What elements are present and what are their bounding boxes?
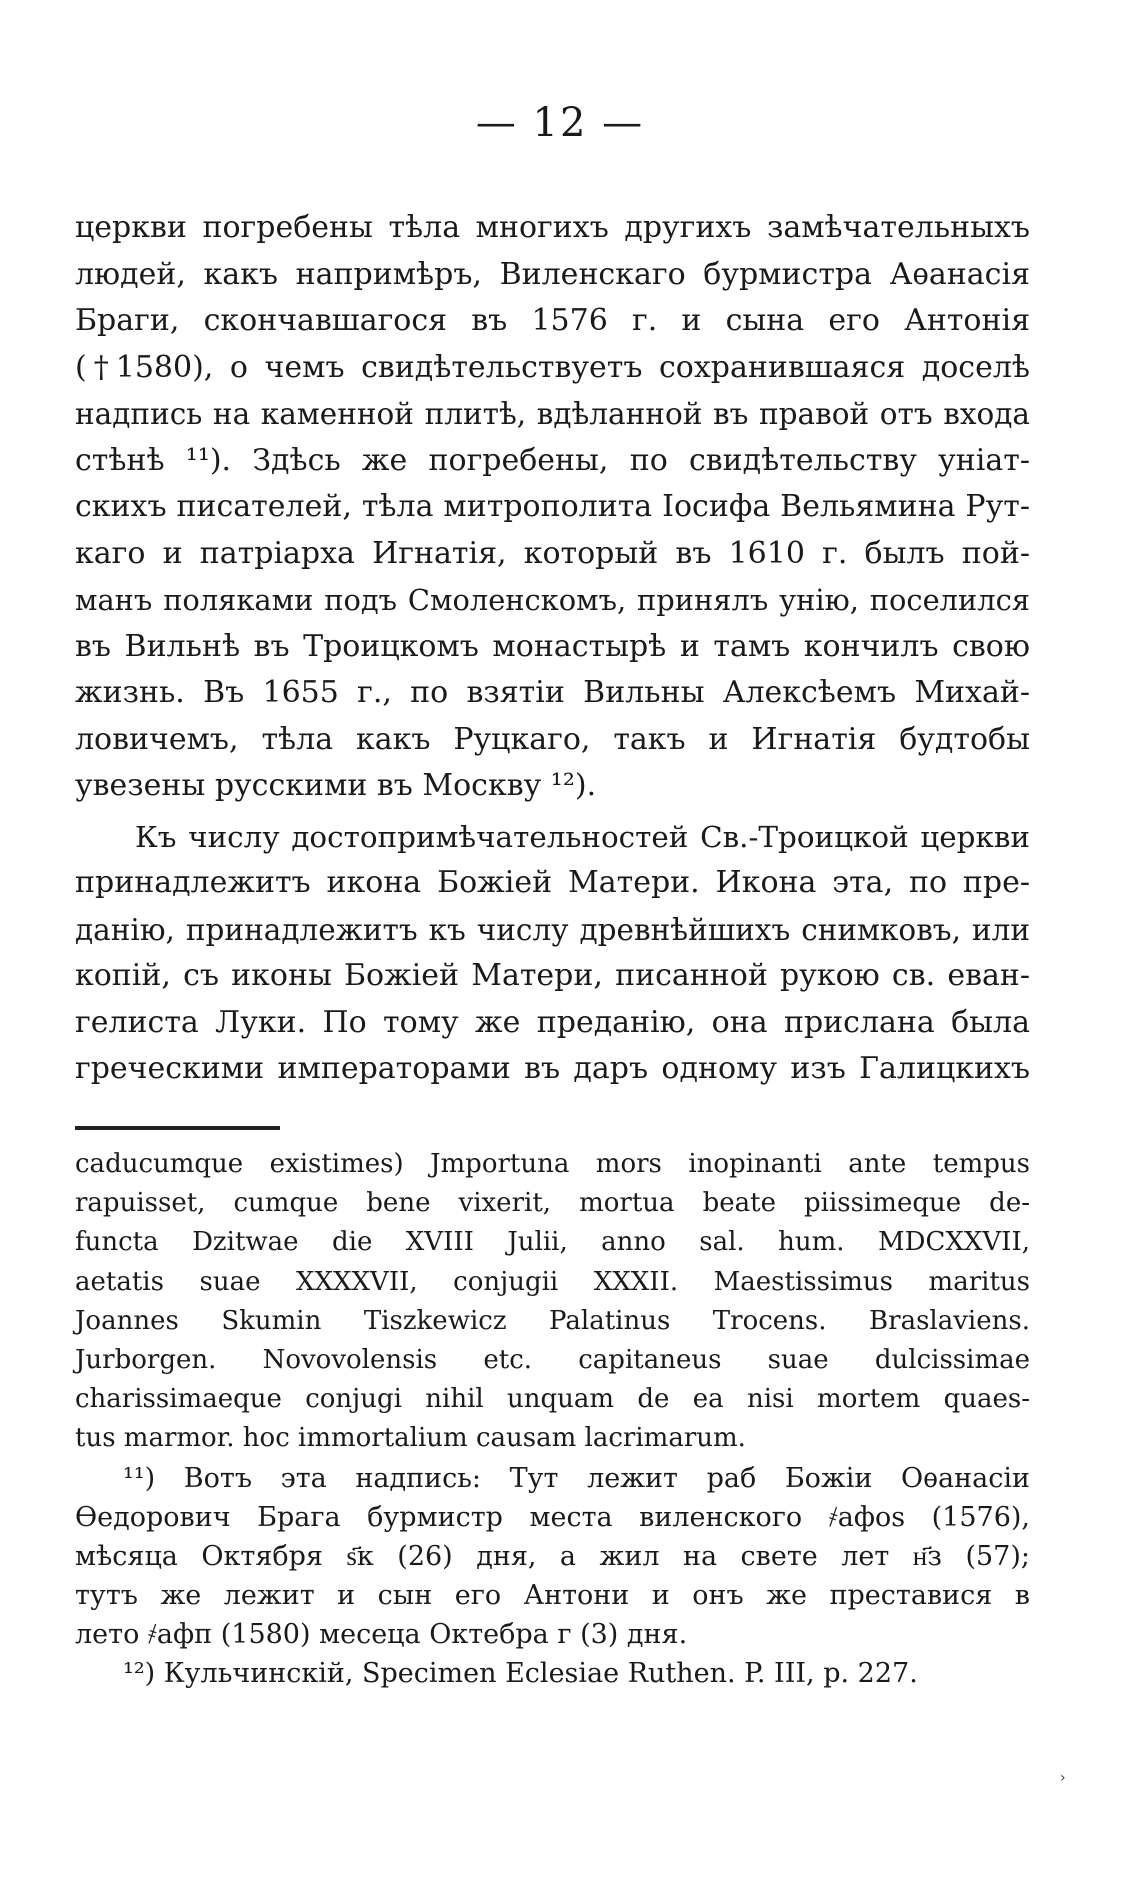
footnote-line: Joannes Skumin Tiszkewicz Palatinus Trocens. Braslaviens. [75,1305,1030,1336]
text-line: каго и патріарха Игнатія, который въ 1610 г. былъ пой- [75,535,1030,571]
footnote-line: Jurborgen. Novovolensis etc. capitaneus suae dulcissimae [75,1344,1030,1375]
text-line: Браги, скончавшагося въ 1576 г. и сына его Антонія [75,303,1030,338]
footnote-line: ¹²) Кульчинскій, Specimen Eclesiae Ruthen. P. III, p. 227. [123,1658,918,1690]
footnote-line: tus marmor. hoc immortalium causam lacrimarum. [75,1423,746,1454]
text-line: людей, какъ напримѣръ, Виленскаго бурмистра Аѳанасія [75,256,1030,292]
main-text [75,205,1030,1093]
footnote-line: functa Dzitwae die XVIII Julii, anno sal. hum. MDCXXVII, [75,1227,1030,1258]
text-line: въ Вильнѣ въ Троицкомъ монастырѣ и тамъ кончилъ свою [75,628,1030,664]
footnote-line: Ѳедорович Брага бурмистр места виленского ҂афоѕ (1576), [75,1501,1030,1533]
text-line: данію, принадлежитъ къ числу древнѣйшихъ снимковъ, или [75,912,1030,947]
footnote-line: rapuisset, cumque bene vixerit, mortua beate piissimeque de- [75,1188,1030,1219]
footnote-latin-continuation [75,1145,1030,1459]
text-line: манъ поляками подъ Смоленскомъ, принялъ унію, поселился [75,583,1030,617]
footnote-11 [75,1459,1030,1655]
text-line: церкви погребены тѣла многихъ другихъ замѣчательныхъ [75,210,1030,245]
text-line: Къ числу достопримѣчательностей Св.-Троицкой церкви [135,819,1030,854]
text-line: гелиста Луки. По тому же преданію, она прислана была [75,1004,1030,1040]
footnote-line: charissimaeque conjugi nihil unquam de ea nisi mortem quaes- [75,1384,1030,1415]
footnote-line: aetatis suae XXXXVII, conjugii XXXII. Maestissimus maritus [75,1266,1030,1297]
footnote-line: мѣсяца Октября ѕ҃к (26) дня, а жил на свете лет н҃з (57); [75,1540,1030,1572]
scan-speck: › [1060,1770,1066,1786]
footnote-rule [75,1126,280,1130]
footnote-line: тутъ же лежит и сын его Антони и онъ же преставися в [75,1580,1030,1612]
text-line: скихъ писателей, тѣла митрополита Іосифа Вельямина Рут- [75,489,1030,524]
footnote-line: ¹¹) Вотъ эта надпись: Тут лежит раб Божіи Оѳанасіи [123,1462,1030,1494]
paragraph-2 [75,814,1030,1093]
text-line: греческими императорами въ даръ одному изъ Галицкихъ [75,1051,1030,1086]
footnote-line: caducumque existimes) Jmportuna mors inopinanti ante tempus [75,1149,1030,1179]
text-line: (†1580), о чемъ свидѣтельствуетъ сохранившаяся доселѣ [75,349,1030,385]
footnotes [75,1145,1030,1694]
text-line: ловичемъ, тѣла какъ Руцкаго, такъ и Игнатія будтобы [75,721,1030,757]
text-line: надпись на каменной плитѣ, вдѣланной въ правой отъ входа [75,397,1030,431]
page-number: — 12 — [475,100,645,146]
text-line: жизнь. Въ 1655 г., по взятіи Вильны Алексѣемъ Михай- [75,675,1030,710]
paragraph-1 [75,205,1030,810]
text-line: увезены русскими въ Москву ¹²). [75,768,597,803]
text-line: стѣнѣ ¹¹). Здѣсь же погребены, по свидѣтельству уніат- [75,442,1030,478]
footnote-12 [75,1654,1030,1693]
text-line: принадлежитъ икона Божіей Матери. Икона эта, по пре- [75,865,1030,900]
text-line: копій, съ иконы Божіей Матери, писанной рукою св. еван- [75,958,1030,993]
footnote-line: лето ҂афп (1580) месеца Октебра г (3) дня. [75,1619,688,1651]
